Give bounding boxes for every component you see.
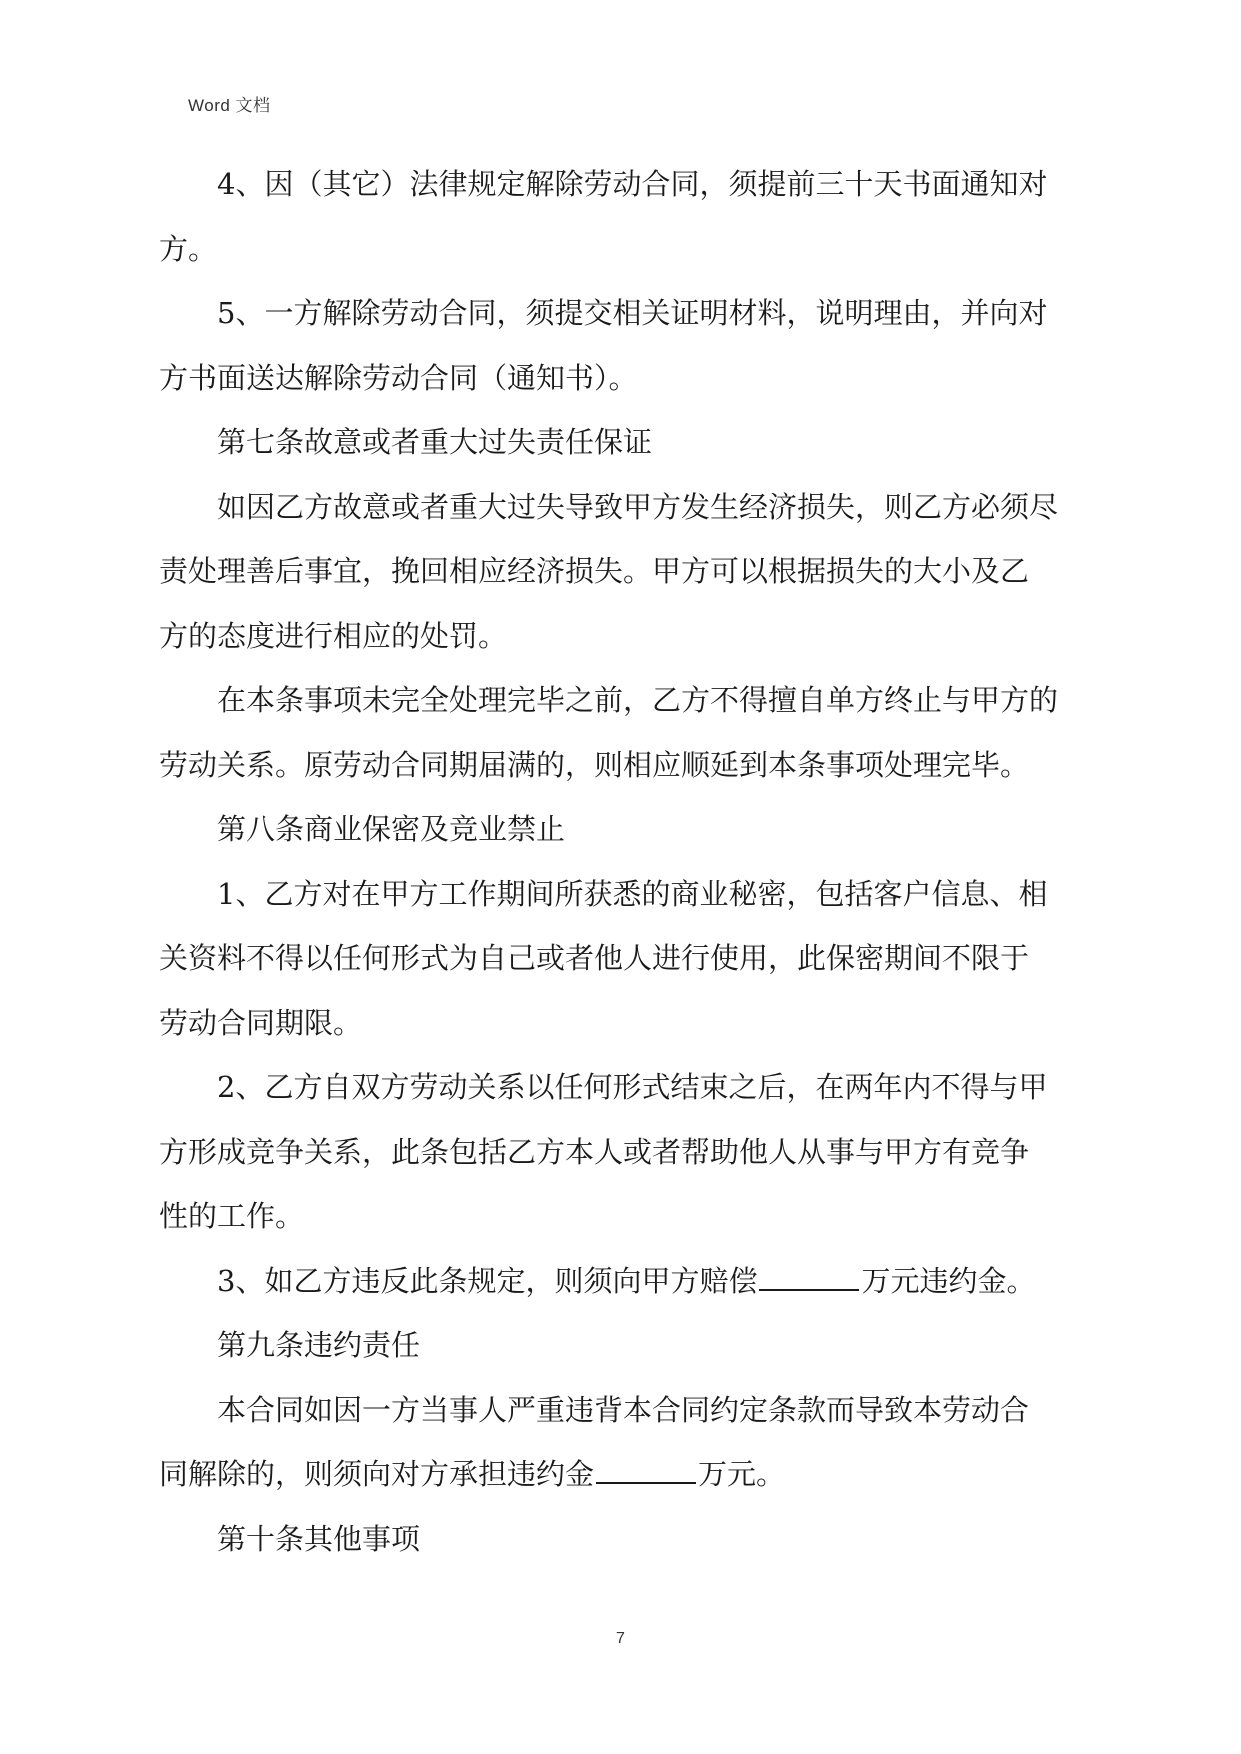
page-number: 7 bbox=[616, 1630, 625, 1647]
text-line: 本合同如因一方当事人严重违背本合同约定条款而导致本劳动合 bbox=[217, 1392, 1030, 1427]
text-line: 4、因（其它）法律规定解除劳动合同，须提前三十天书面通知对 bbox=[217, 167, 1048, 201]
text-segment: 3、如乙方违反此条规定，则须向甲方赔偿 bbox=[217, 1263, 758, 1298]
text-line: 性的工作。 bbox=[159, 1199, 305, 1233]
text-segment: 万元违约金。 bbox=[861, 1263, 1036, 1298]
document-header: Word 文档 bbox=[188, 96, 271, 115]
paragraph-article-7-a bbox=[159, 475, 1068, 669]
document-body bbox=[159, 152, 1068, 1571]
text-line: 方书面送达解除劳动合同（通知书）。 bbox=[159, 360, 638, 395]
article-10-heading bbox=[188, 1507, 1068, 1572]
paragraph-article-8-clause-2 bbox=[159, 1055, 1068, 1249]
text-line: 责处理善后事宜，挽回相应经济损失。甲方可以根据损失的大小及乙 bbox=[159, 554, 1030, 588]
text-line: 2、乙方自双方劳动关系以任何形式结束之后，在两年内不得与甲 bbox=[217, 1070, 1048, 1104]
text-line: 关资料不得以任何形式为自己或者他人进行使用，此保密期间不限于 bbox=[159, 941, 1030, 975]
paragraph-article-9 bbox=[159, 1378, 1068, 1507]
article-7-heading bbox=[188, 410, 1068, 475]
paragraph-clause-5 bbox=[159, 281, 1068, 410]
paragraph-article-8-clause-1 bbox=[159, 862, 1068, 1056]
text-line: 方形成竞争关系，此条包括乙方本人或者帮助他人从事与甲方有竞争 bbox=[159, 1134, 1030, 1169]
text-line: 方。 bbox=[159, 231, 218, 266]
paragraph-article-8-clause-3 bbox=[188, 1249, 1068, 1314]
text-line bbox=[159, 1442, 1068, 1507]
text-line: 劳动合同期限。 bbox=[159, 1005, 363, 1040]
paragraph-clause-4 bbox=[159, 152, 1068, 281]
text-segment: 同解除的，则须向对方承担违约金 bbox=[159, 1457, 595, 1491]
fill-in-blank[interactable] bbox=[596, 1458, 696, 1484]
text-line: 如因乙方故意或者重大过失导致甲方发生经济损失，则乙方必须尽 bbox=[217, 489, 1059, 524]
text-line: 1、乙方对在甲方工作期间所获悉的商业秘密，包括客户信息、相 bbox=[217, 876, 1048, 911]
text-line: 方的态度进行相应的处罚。 bbox=[159, 618, 508, 653]
text-line: 劳动关系。原劳动合同期届满的，则相应顺延到本条事项处理完毕。 bbox=[159, 747, 1030, 782]
paragraph-article-7-b bbox=[159, 668, 1068, 797]
text-line: 第九条违约责任 bbox=[217, 1328, 421, 1362]
text-line: 在本条事项未完全处理完毕之前，乙方不得擅自单方终止与甲方的 bbox=[217, 683, 1059, 717]
article-9-heading bbox=[188, 1313, 1068, 1378]
fill-in-blank[interactable] bbox=[759, 1265, 859, 1291]
text-line bbox=[188, 1249, 1068, 1314]
article-8-heading bbox=[188, 797, 1068, 862]
text-line: 5、一方解除劳动合同，须提交相关证明材料，说明理由，并向对 bbox=[217, 296, 1048, 330]
text-line: 第八条商业保密及竞业禁止 bbox=[217, 812, 566, 846]
text-segment: 万元。 bbox=[698, 1457, 786, 1491]
text-line: 第七条故意或者重大过失责任保证 bbox=[217, 425, 653, 459]
text-line: 第十条其他事项 bbox=[217, 1521, 421, 1556]
